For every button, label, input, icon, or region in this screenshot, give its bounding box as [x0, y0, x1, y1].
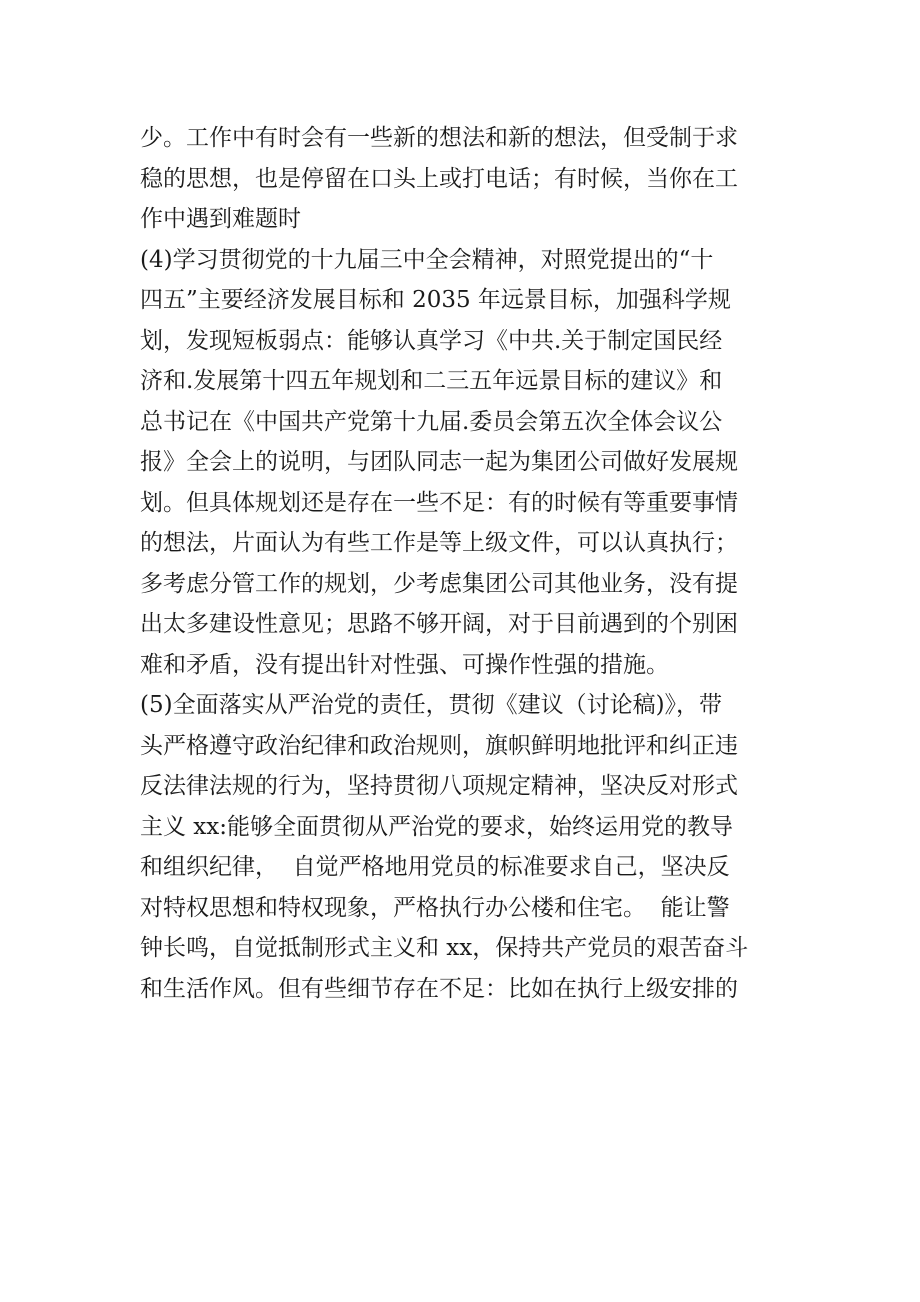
text-line-9: 报》全会上的说明，与团队同志一起为集团公司做好发展规 — [140, 449, 738, 475]
text-line-5: 四五”主要经济发展目标和 2035 年远景目标，加强科学规 — [140, 287, 731, 313]
text-line-12: 多考虑分管工作的规划，少考虑集团公司其他业务，没有提 — [140, 570, 738, 597]
text-line-17: 反法律法规的行为，坚持贯彻八项规定精神，坚决反对形式 — [140, 773, 738, 799]
text-line-14: 难和矛盾，没有提出针对性强、可操作性强的措施。 — [140, 651, 669, 678]
document-body — [140, 118, 790, 1009]
text-line-1: 少。工作中有时会有一些新的想法和新的想法，但受制于求 — [140, 125, 738, 151]
text-line-3: 作中遇到难题时 — [140, 206, 301, 232]
text-line-20: 对特权思想和特权现象，严格执行办公楼和住宅。 能让警 — [140, 894, 730, 921]
text-line-16: 头严格遵守政治纪律和政治规则，旗帜鲜明地批评和纠正违 — [140, 732, 738, 759]
text-line-6: 划，发现短板弱点：能够认真学习《中共.关于制定国民经 — [140, 327, 723, 354]
text-line-13: 出太多建设性意见；思路不够开阔，对于目前遇到的个别困 — [140, 611, 738, 637]
text-line-18: 主义 xx:能够全面贯彻从严治党的要求，始终运用党的教导 — [140, 813, 734, 840]
text-line-15: (5)全面落实从严治党的责任，贯彻《建议（讨论稿)》，带 — [140, 692, 723, 718]
text-line-22: 和生活作风。但有些细节存在不足：比如在执行上级安排的 — [140, 975, 738, 1002]
text-line-19: 和组织纪律， 自觉严格地用党员的标准要求自己，坚决反 — [140, 854, 730, 880]
text-line-11: 的想法，片面认为有些工作是等上级文件，可以认真执行； — [140, 530, 738, 556]
text-line-21: 钟长鸣，自觉抵制形式主义和 xx，保持共产党员的艰苦奋斗 — [140, 935, 749, 961]
text-line-10: 划。但具体规划还是存在一些不足：有的时候有等重要事情 — [140, 489, 738, 516]
text-line-4: (4)学习贯彻党的十九届三中全会精神，对照党提出的“十 — [140, 246, 714, 273]
text-line-7: 济和.发展第十四五年规划和二三五年远景目标的建议》和 — [140, 368, 723, 394]
text-line-8: 总书记在《中国共产党第十九届.委员会第五次全体会议公 — [140, 408, 723, 435]
text-line-2: 稳的思想，也是停留在口头上或打电话；有时候，当你在工 — [140, 165, 738, 192]
